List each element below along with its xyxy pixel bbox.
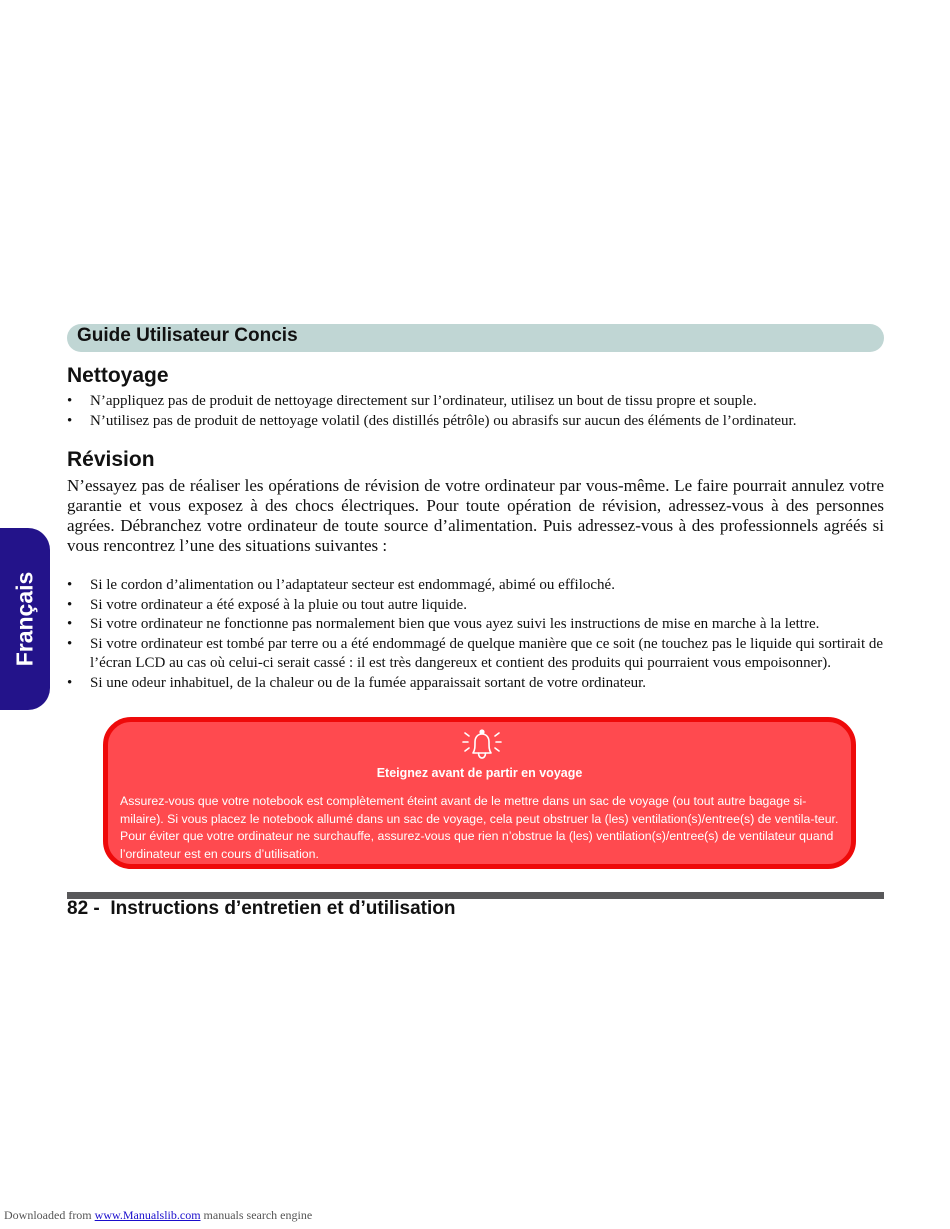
language-side-tab <box>0 528 50 710</box>
footer-title <box>67 898 456 920</box>
manualslib-link[interactable]: www.Manualslib.com <box>94 1208 201 1222</box>
list-item <box>67 615 884 635</box>
bullet-icon: • <box>67 412 73 429</box>
download-notice <box>4 1208 312 1223</box>
bullet-icon: • <box>67 577 73 593</box>
list-item <box>67 412 884 432</box>
alarm-bell-icon <box>460 726 504 762</box>
running-header <box>67 324 884 352</box>
bullet-icon: • <box>67 596 73 613</box>
download-prefix: Downloaded from <box>4 1208 95 1222</box>
bullet-icon: • <box>67 674 73 691</box>
list-item-text: Si une odeur inhabituel, de la chaleur ou de la fumée apparaissait sortant de votre ordinateur. <box>90 674 647 691</box>
revision-list <box>67 576 884 693</box>
list-item <box>67 392 884 412</box>
revision-heading: Révision <box>67 448 155 471</box>
list-item-text: Si le cordon d’alimentation ou l’adaptateur secteur est endommagé, abimé ou effiloché. <box>90 577 615 593</box>
list-item-text: Si votre ordinateur ne fonctionne pas normalement bien que vous ayez suivi les instructions de mise en marche à la lettre. <box>90 616 820 632</box>
list-item-text: N’utilisez pas de produit de nettoyage volatil (des distillés pétrôle) ou abrasifs sur aucun des éléments de l’ordinateur. <box>90 412 797 429</box>
cleaning-heading: Nettoyage <box>67 364 169 387</box>
bullet-icon: • <box>67 616 73 632</box>
download-suffix: manuals search engine <box>200 1208 313 1222</box>
list-item <box>67 576 884 596</box>
list-item <box>67 635 884 674</box>
warning-box <box>103 717 856 869</box>
list-item <box>67 674 884 694</box>
warning-title: Eteignez avant de partir en voyage <box>376 766 583 780</box>
list-item-text: N’appliquez pas de produit de nettoyage directement sur l’ordinateur, utilisez un bout de tissu propre et souple. <box>90 393 757 409</box>
bullet-icon: • <box>67 635 73 652</box>
warning-text: Assurez-vous que votre notebook est complètement éteint avant de le mettre dans un sac de voyage (ou tout autre bagage si-milaire). Si vous placez le notebook allumé dans un sac de voyage, cela peut obstruer la (les) ventilation(s)/entree(s) de ventila-teur. Pour éviter que votre ordinateur ne surchauffe, assurez-vous que rien n’obstrue la (les) ventilation(s)/entree(s) de ventilateur quand l’ordinateur est en cours d’utilisation. <box>120 794 839 861</box>
revision-paragraph: N’essayez pas de réaliser les opérations de révision de votre ordinateur par vous-même. Le faire pourrait annulez votre garantie et vous exposez à des chocs électriques. Pour toute opération de révision, adressez-vous à des personnes agrées. Débranchez votre ordinateur de toute source d’alimentation. Puis adressez-vous à des professionnels agréés si vous rencontrez l’une des situations suivantes : <box>67 476 884 555</box>
cleaning-list <box>67 392 884 431</box>
list-item-text: Si votre ordinateur a été exposé à la pluie ou tout autre liquide. <box>90 596 467 613</box>
list-item-text: Si votre ordinateur est tombé par terre ou a été endommagé de quelque manière que ce soit (ne touchez pas le liquide qui sortirait de l’écran LCD au cas où celui-ci serait cassé : il est très dangereux et contient des produits qui pourraient vous empoisonner). <box>90 635 884 671</box>
chapter-title: Instructions d’entretien et d’utilisation <box>110 898 456 919</box>
list-item <box>67 596 884 616</box>
page-number: 82 - <box>67 898 100 919</box>
language-label: Français <box>11 571 38 667</box>
bullet-icon: • <box>67 393 73 409</box>
header-title: Guide Utilisateur Concis <box>77 325 298 346</box>
